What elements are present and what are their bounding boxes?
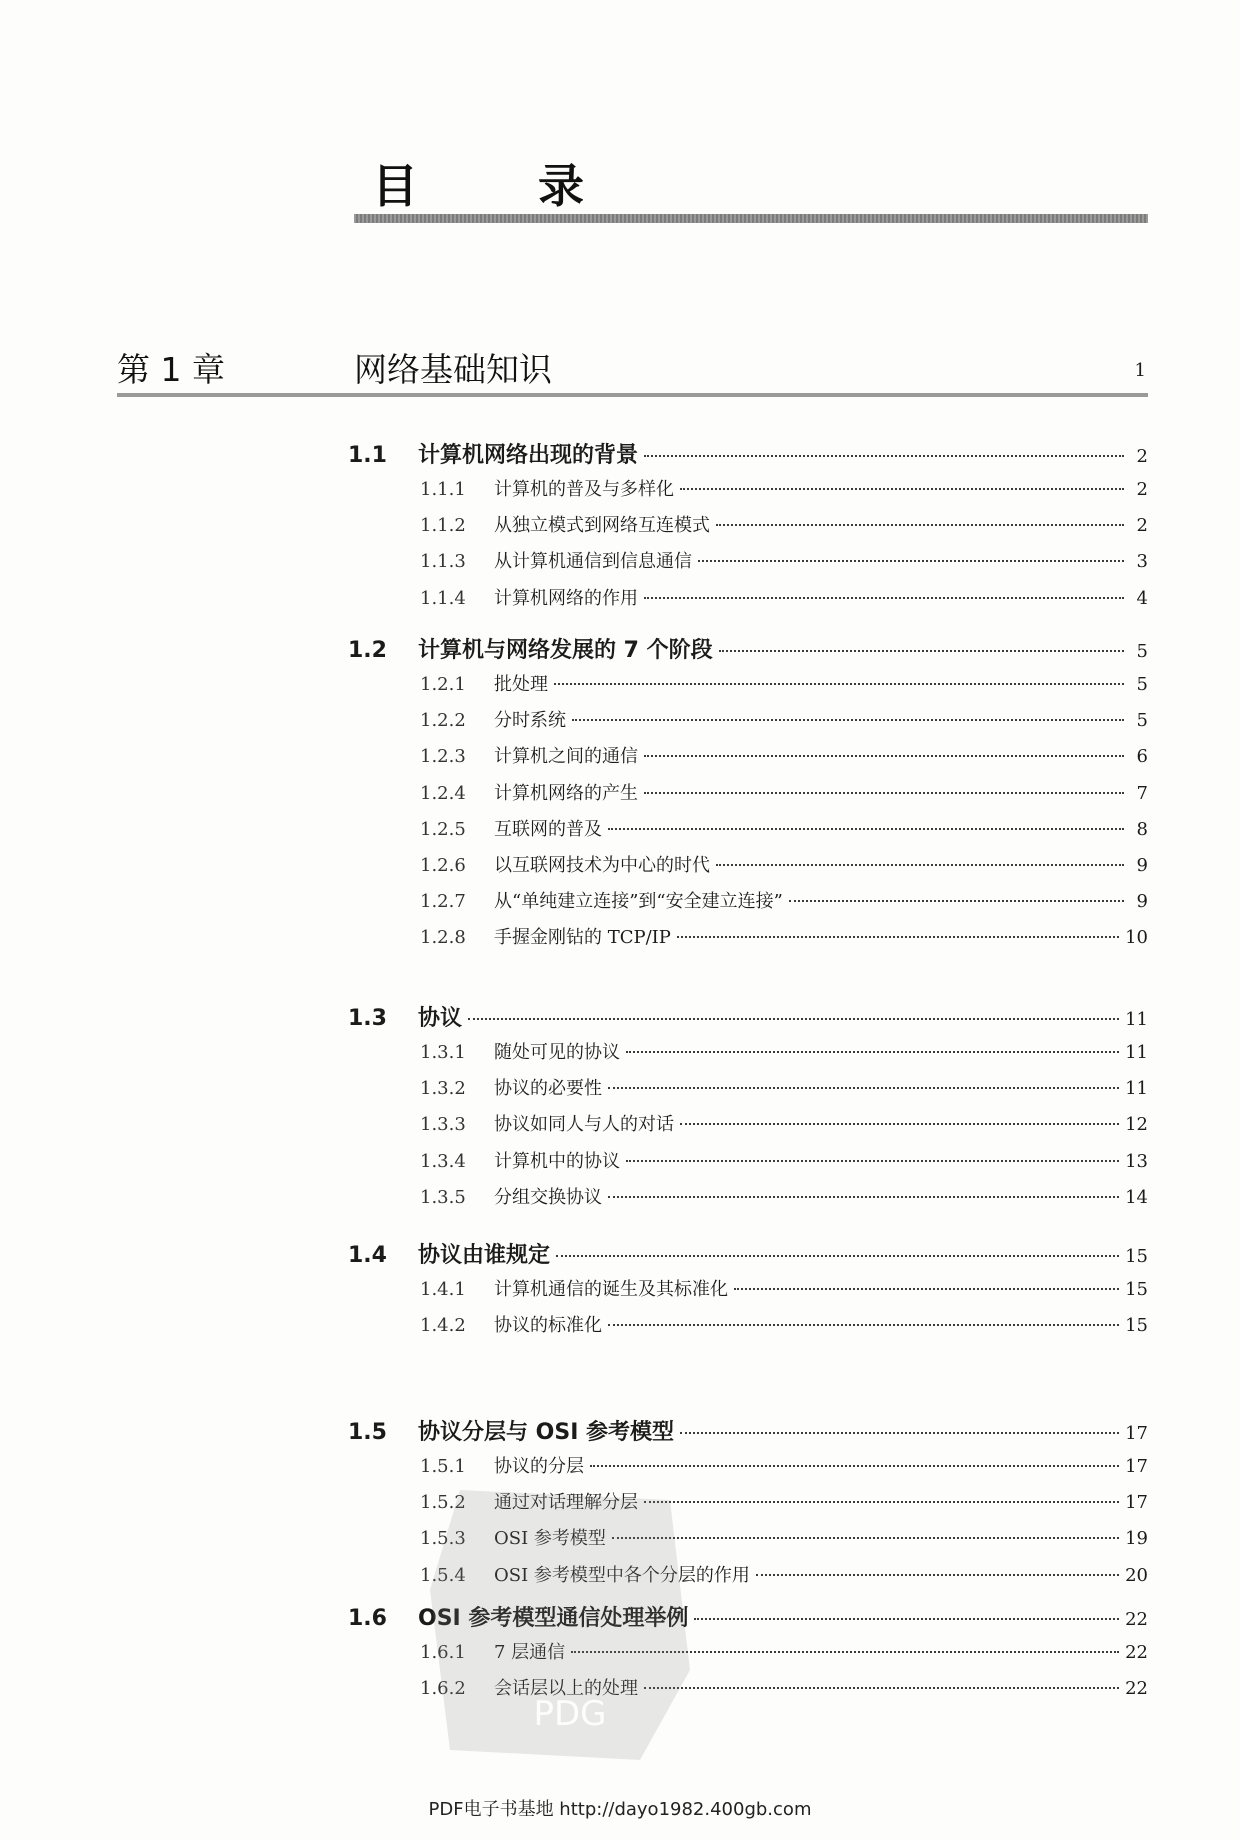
subsection-title: 分时系统 (494, 710, 566, 732)
subsection-title: 计算机的普及与多样化 (494, 479, 674, 500)
subsection-page-number: 22 (1125, 1642, 1148, 1663)
subsection-page-number: 5 (1136, 674, 1148, 695)
section-title: 协议分层与 OSI 参考模型 (418, 1420, 675, 1445)
subsection-number: 1.4.2 (420, 1315, 466, 1337)
subsection-number: 1.2.1 (420, 674, 466, 695)
subsection-title: 从独立模式到网络互连模式 (494, 515, 710, 537)
dot-leader (556, 1255, 1119, 1257)
toc-subsection-row[interactable] (420, 670, 1148, 696)
toc-subsection-row[interactable] (420, 1674, 1148, 1700)
toc-subsection-row[interactable] (420, 1311, 1148, 1337)
subsection-number: 1.1.3 (420, 551, 466, 573)
dot-leader (626, 1051, 1119, 1053)
subsection-page-number: 14 (1125, 1186, 1148, 1208)
subsection-page-number: 11 (1125, 1078, 1148, 1100)
subsection-number: 1.3.5 (420, 1186, 466, 1208)
subsection-number: 1.4.1 (420, 1279, 466, 1300)
subsection-page-number: 9 (1136, 855, 1148, 876)
dot-leader (644, 597, 1124, 599)
toc-subsection-row[interactable] (420, 887, 1148, 913)
subsection-title: 协议的必要性 (494, 1078, 602, 1100)
subsection-title: 计算机网络的产生 (494, 782, 638, 804)
subsection-page-number: 22 (1125, 1678, 1148, 1700)
toc-subsection-row[interactable] (420, 1561, 1148, 1587)
subsection-title: 手握金刚钻的 TCP/IP (494, 927, 671, 949)
section-number: 1.1 (348, 443, 387, 468)
dot-leader (716, 524, 1124, 526)
toc-section-row[interactable] (348, 438, 1148, 469)
toc-section-row[interactable] (348, 1415, 1148, 1446)
subsection-page-number: 2 (1136, 515, 1148, 537)
subsection-title: 计算机网络的作用 (494, 587, 638, 609)
section-title: 计算机网络出现的背景 (418, 443, 639, 468)
toc-subsection-row[interactable] (420, 851, 1148, 877)
subsection-title: OSI 参考模型 (494, 1528, 606, 1550)
subsection-title: 协议如同人与人的对话 (494, 1114, 674, 1136)
toc-subsection-row[interactable] (420, 1275, 1148, 1301)
chapter-number: 第 1 章 (117, 350, 225, 389)
subsection-title: 分组交换协议 (494, 1186, 602, 1208)
toc-subsection-row[interactable] (420, 1452, 1148, 1478)
toc-subsection-row[interactable] (420, 1638, 1148, 1664)
subsection-title: 互联网的普及 (494, 818, 602, 840)
dot-leader (608, 1324, 1119, 1326)
dot-leader (590, 1465, 1119, 1467)
dot-leader (644, 755, 1124, 757)
toc-subsection-row[interactable] (420, 815, 1148, 841)
subsection-page-number: 19 (1125, 1528, 1148, 1550)
dot-leader (572, 719, 1124, 721)
subsection-number: 1.6.1 (420, 1642, 466, 1663)
dot-leader (789, 900, 1124, 902)
subsection-number: 1.3.4 (420, 1150, 466, 1172)
dot-leader (612, 1537, 1119, 1539)
section-title: 协议 (418, 1006, 463, 1031)
subsection-page-number: 10 (1125, 927, 1148, 949)
subsection-title: 从“单纯建立连接”到“安全建立连接” (494, 891, 783, 913)
dot-leader (571, 1651, 1119, 1653)
subsection-page-number: 9 (1136, 891, 1148, 913)
toc-subsection-row[interactable] (420, 1147, 1148, 1173)
subsection-title: 通过对话理解分层 (494, 1492, 638, 1514)
subsection-number: 1.2.2 (420, 710, 466, 732)
subsection-title: 计算机中的协议 (494, 1150, 620, 1172)
subsection-number: 1.5.3 (420, 1528, 466, 1550)
subsection-title: 会话层以上的处理 (494, 1678, 638, 1700)
subsection-number: 1.1.4 (420, 587, 466, 609)
watermark-text: PDG (533, 1694, 607, 1734)
toc-subsection-row[interactable] (420, 547, 1148, 573)
dot-leader (680, 1432, 1119, 1434)
chapter-rule (117, 393, 1148, 397)
subsection-title: 以互联网技术为中心的时代 (494, 855, 710, 876)
subsection-page-number: 4 (1136, 587, 1148, 609)
subsection-title: 7 层通信 (494, 1642, 566, 1663)
toc-subsection-row[interactable] (420, 706, 1148, 732)
dot-leader (680, 1123, 1119, 1125)
title-rule (354, 214, 1148, 223)
dot-leader (626, 1160, 1119, 1162)
subsection-page-number: 3 (1136, 551, 1148, 573)
subsection-page-number: 2 (1136, 479, 1148, 500)
section-title: 协议由谁规定 (418, 1243, 551, 1268)
subsection-page-number: 17 (1125, 1456, 1148, 1477)
toc-subsection-row[interactable] (420, 742, 1148, 768)
section-number: 1.5 (348, 1420, 387, 1445)
subsection-title: 批处理 (494, 674, 548, 695)
section-page-number: 17 (1125, 1423, 1148, 1444)
dot-leader (644, 792, 1124, 794)
toc-subsection-row[interactable] (420, 475, 1148, 501)
subsection-page-number: 17 (1125, 1492, 1148, 1514)
subsection-page-number: 11 (1125, 1042, 1148, 1063)
subsection-title: 随处可见的协议 (494, 1042, 620, 1063)
subsection-number: 1.2.6 (420, 855, 466, 876)
toc-section-row[interactable] (348, 1238, 1148, 1269)
subsection-number: 1.1.1 (420, 479, 466, 500)
toc-subsection-row[interactable] (420, 1524, 1148, 1550)
subsection-page-number: 7 (1136, 782, 1148, 804)
chapter-page-number: 1 (1134, 360, 1146, 381)
subsection-page-number: 20 (1125, 1564, 1148, 1586)
subsection-number: 1.5.1 (420, 1456, 466, 1477)
subsection-title: 协议的分层 (494, 1456, 584, 1477)
subsection-number: 1.5.2 (420, 1492, 466, 1514)
dot-leader (468, 1018, 1119, 1020)
dot-leader (694, 1618, 1119, 1620)
subsection-page-number: 6 (1136, 746, 1148, 768)
dot-leader (698, 560, 1124, 562)
subsection-page-number: 8 (1136, 818, 1148, 840)
footer-source: PDF电子书基地 http://dayo1982.400gb.com (428, 1799, 812, 1820)
dot-leader (716, 864, 1124, 866)
section-page-number: 11 (1125, 1009, 1148, 1030)
subsection-page-number: 15 (1125, 1315, 1148, 1337)
dot-leader (608, 828, 1124, 830)
section-number: 1.2 (348, 638, 387, 663)
toc-section-row[interactable] (348, 1601, 1148, 1632)
subsection-title: 计算机通信的诞生及其标准化 (494, 1279, 728, 1300)
section-page-number: 22 (1125, 1609, 1148, 1630)
subsection-number: 1.2.3 (420, 746, 466, 768)
chapter-title: 网络基础知识 (354, 350, 552, 389)
toc-subsection-row[interactable] (420, 1488, 1148, 1514)
subsection-number: 1.2.7 (420, 891, 466, 913)
subsection-number: 1.3.1 (420, 1042, 466, 1063)
section-number: 1.3 (348, 1006, 387, 1031)
subsection-title: 计算机之间的通信 (494, 746, 638, 768)
toc-subsection-row[interactable] (420, 1074, 1148, 1100)
section-page-number: 2 (1136, 446, 1148, 467)
dot-leader (719, 650, 1124, 652)
subsection-page-number: 15 (1125, 1279, 1148, 1300)
section-title: OSI 参考模型通信处理举例 (418, 1606, 689, 1631)
toc-subsection-row[interactable] (420, 511, 1148, 537)
section-number: 1.6 (348, 1606, 387, 1631)
subsection-number: 1.2.5 (420, 818, 466, 840)
dot-leader (734, 1288, 1119, 1290)
subsection-title: 协议的标准化 (494, 1315, 602, 1337)
dot-leader (677, 936, 1119, 938)
dot-leader (644, 455, 1124, 457)
toc-subsection-row[interactable] (420, 779, 1148, 805)
dot-leader (644, 1501, 1119, 1503)
subsection-number: 1.2.8 (420, 927, 466, 949)
toc-subsection-row[interactable] (420, 923, 1148, 949)
subsection-number: 1.3.3 (420, 1114, 466, 1136)
toc-subsection-row[interactable] (420, 584, 1148, 610)
dot-leader (608, 1196, 1119, 1198)
dot-leader (680, 488, 1124, 490)
subsection-number: 1.2.4 (420, 782, 466, 804)
dot-leader (644, 1687, 1119, 1689)
section-page-number: 15 (1125, 1246, 1148, 1267)
toc-subsection-row[interactable] (420, 1038, 1148, 1064)
toc-subsection-row[interactable] (420, 1110, 1148, 1136)
subsection-page-number: 13 (1125, 1150, 1148, 1172)
subsection-number: 1.1.2 (420, 515, 466, 537)
dot-leader (554, 683, 1124, 685)
subsection-title: 从计算机通信到信息通信 (494, 551, 692, 573)
subsection-title: OSI 参考模型中各个分层的作用 (494, 1564, 750, 1586)
subsection-number: 1.3.2 (420, 1078, 466, 1100)
subsection-page-number: 5 (1136, 710, 1148, 732)
section-page-number: 5 (1136, 641, 1148, 662)
dot-leader (756, 1574, 1119, 1576)
dot-leader (608, 1087, 1119, 1089)
toc-page-title: 目 录 (372, 159, 637, 213)
section-title: 计算机与网络发展的 7 个阶段 (418, 638, 713, 663)
subsection-number: 1.6.2 (420, 1678, 466, 1700)
toc-section-row[interactable] (348, 633, 1148, 664)
subsection-number: 1.5.4 (420, 1564, 466, 1586)
section-number: 1.4 (348, 1243, 387, 1268)
toc-subsection-row[interactable] (420, 1183, 1148, 1209)
toc-section-row[interactable] (348, 1001, 1148, 1032)
subsection-page-number: 12 (1125, 1114, 1148, 1136)
